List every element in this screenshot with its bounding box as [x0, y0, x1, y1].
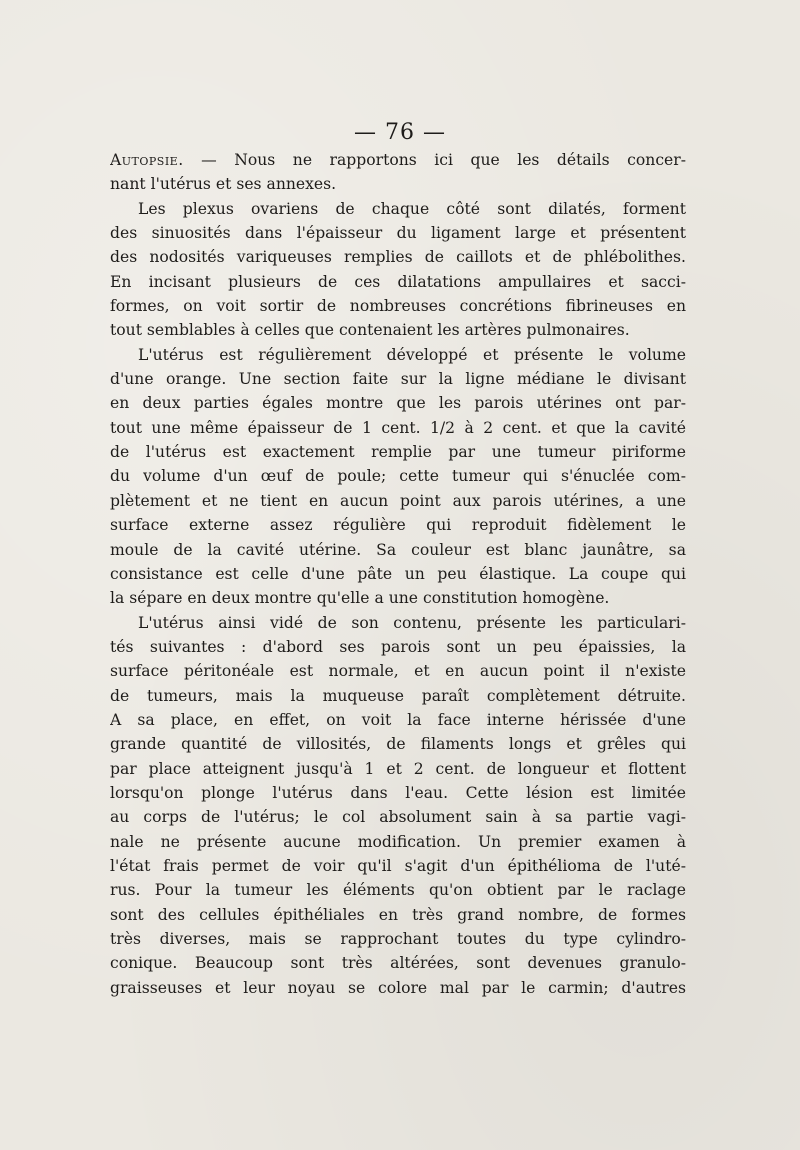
page-number: — 76 —	[354, 120, 446, 145]
text-line: tout une même épaisseur de 1 cent. 1/2 à 2 cent. et que la cavité	[110, 418, 686, 437]
text-line: en deux parties égales montre que les parois utérines ont par-	[110, 394, 686, 413]
text-line	[110, 148, 686, 172]
text-line: nant l'utérus et ses annexes.	[110, 175, 337, 194]
text-line: En incisant plusieurs de ces dilatations ampullaires et sacci-	[110, 272, 686, 291]
text-line: surface péritonéale est normale, et en aucun point il n'existe	[110, 662, 686, 681]
text-line: la sépare en deux montre qu'elle a une constitution homogène.	[110, 589, 610, 608]
text-line: L'utérus est régulièrement développé et présente le volume	[138, 345, 686, 364]
text-line: du volume d'un œuf de poule; cette tumeur qui s'énuclée com-	[110, 467, 686, 486]
text-line: consistance est celle d'une pâte un peu élastique. La coupe qui	[110, 564, 686, 583]
body-text	[110, 148, 686, 1000]
text-line: graisseuses et leur noyau se colore mal par le carmin; d'autres	[110, 978, 686, 997]
text-line: des sinuosités dans l'épaisseur du ligament large et présentent	[110, 224, 686, 243]
text-line: Les plexus ovariens de chaque côté sont dilatés, forment	[138, 199, 686, 218]
section-lead-word: Autopsie.	[110, 151, 184, 169]
text-line: tout semblables à celles que contenaient les artères pulmonaires.	[110, 321, 630, 340]
text-line: moule de la cavité utérine. Sa couleur est blanc jaunâtre, sa	[110, 540, 686, 559]
text-line: l'état frais permet de voir qu'il s'agit d'un épithélioma de l'uté-	[110, 856, 686, 875]
text-line: nale ne présente aucune modification. Un premier examen à	[110, 832, 686, 851]
text-line: L'utérus ainsi vidé de son contenu, présente les particulari-	[138, 613, 686, 632]
text-line: conique. Beaucoup sont très altérées, sont devenues granulo-	[110, 954, 686, 973]
text-line: grande quantité de villosités, de filaments longs et grêles qui	[110, 735, 686, 754]
text-line: sont des cellules épithéliales en très grand nombre, de formes	[110, 905, 686, 924]
text-line-rest: — Nous ne rapportons ici que les détails concer-	[183, 151, 686, 169]
text-line: des nodosités variqueuses remplies de caillots et de phlébolithes.	[110, 248, 686, 267]
text-line: au corps de l'utérus; le col absolument sain à sa partie vagi-	[110, 808, 686, 827]
text-line: plètement et ne tient en aucun point aux parois utérines, a une	[110, 491, 686, 510]
text-line: d'une orange. Une section faite sur la ligne médiane le divisant	[110, 370, 686, 389]
text-line: lorsqu'on plonge l'utérus dans l'eau. Cette lésion est limitée	[110, 783, 686, 802]
text-line: rus. Pour la tumeur les éléments qu'on obtient par le raclage	[110, 881, 686, 900]
text-line: A sa place, en effet, on voit la face interne hérissée d'une	[110, 710, 686, 729]
text-line: de tumeurs, mais la muqueuse paraît complètement détruite.	[110, 686, 686, 705]
text-line: surface externe assez régulière qui reproduit fidèlement le	[110, 516, 686, 535]
text-line: tés suivantes : d'abord ses parois sont un peu épaissies, la	[110, 637, 686, 656]
text-line: par place atteignent jusqu'à 1 et 2 cent. de longueur et flottent	[110, 759, 686, 778]
text-line: très diverses, mais se rapprochant toutes du type cylindro-	[110, 930, 686, 948]
text-line: de l'utérus est exactement remplie par une tumeur piriforme	[110, 443, 686, 462]
text-line: formes, on voit sortir de nombreuses concrétions fibrineuses en	[110, 297, 686, 316]
